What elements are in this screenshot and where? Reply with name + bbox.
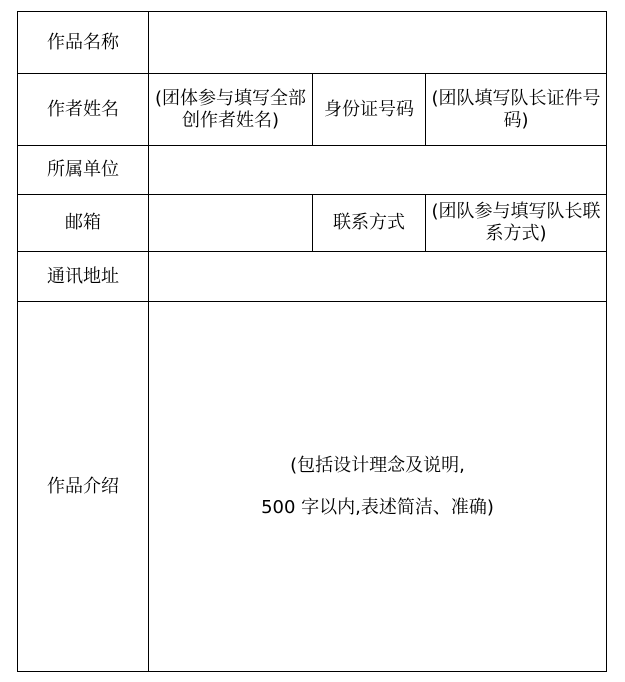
address-field[interactable] [149,252,607,302]
email-label: 邮箱 [18,195,149,252]
intro-hint-line-1: (包括设计理念及说明, [290,454,465,476]
intro-hint-line-2: 500 字以内,表述简洁、准确) [261,496,494,518]
contact-field[interactable]: (团队参与填写队长联系方式) [426,195,607,252]
affiliation-field[interactable] [149,146,607,195]
intro-label: 作品介绍 [18,302,149,672]
author-name-label: 作者姓名 [18,74,149,146]
row-intro [18,302,607,672]
entry-form-table [17,11,607,672]
row-work-name [18,12,607,74]
row-email-contact [18,195,607,252]
id-number-field[interactable]: (团队填写队长证件号码) [426,74,607,146]
intro-field[interactable] [149,302,607,672]
work-name-field[interactable] [149,12,607,74]
row-address [18,252,607,302]
row-affiliation [18,146,607,195]
contact-label: 联系方式 [313,195,426,252]
email-field[interactable] [149,195,313,252]
affiliation-label: 所属单位 [18,146,149,195]
author-name-field[interactable]: (团体参与填写全部创作者姓名) [149,74,313,146]
row-author [18,74,607,146]
id-number-label: 身份证号码 [313,74,426,146]
address-label: 通讯地址 [18,252,149,302]
work-name-label: 作品名称 [18,12,149,74]
